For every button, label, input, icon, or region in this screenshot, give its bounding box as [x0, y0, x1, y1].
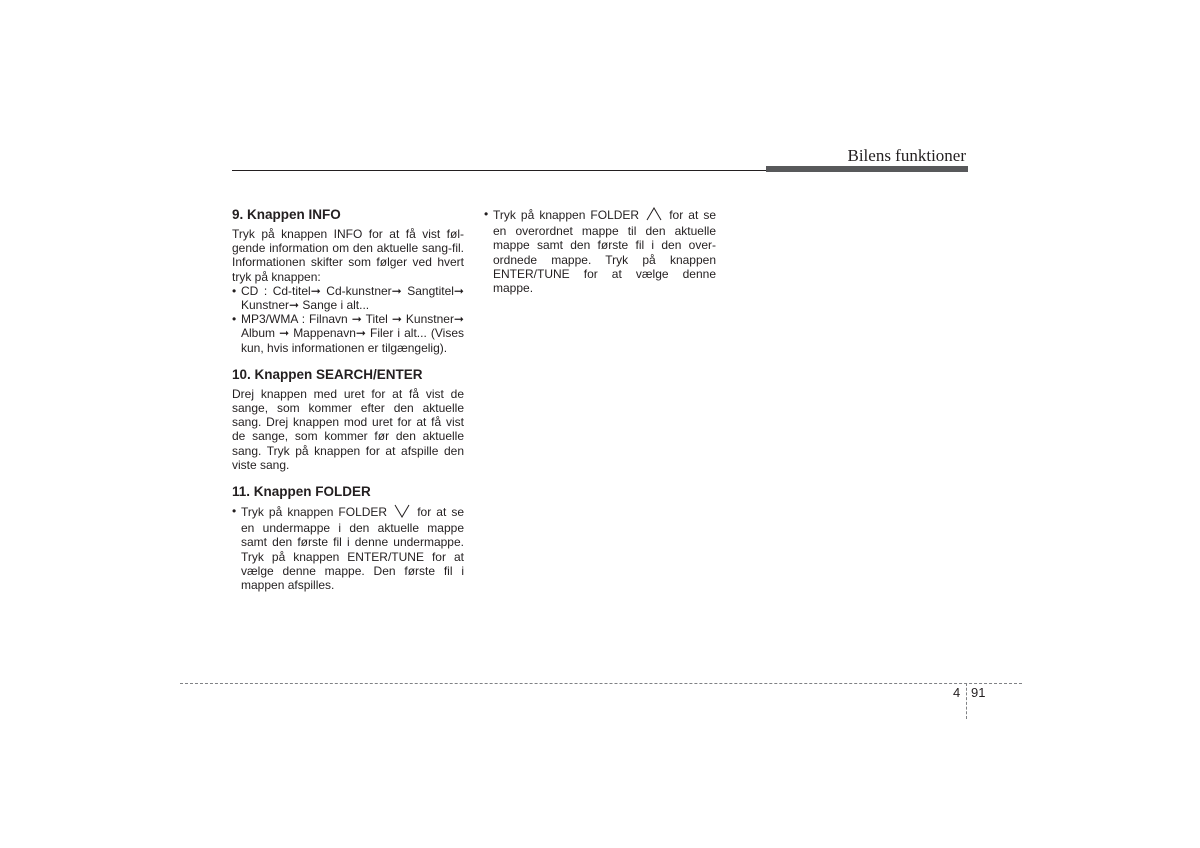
section-11-bullet-post: for at se en undermappe i den aktuelle mappe samt den første fil i denne undermappe. Tryk på knappen ENTER/TUNE for at vælge denne mappe. Den første fil i mappen afspilles. [241, 505, 465, 593]
page-number: 91 [971, 685, 986, 700]
section-9-bullet-cd: • CD : Cd-titel➞ Cd-kunstner➞ Sangtitel➞ Kunstner➞ Sange i alt... [232, 283, 464, 313]
section-9-bullet-mp3: • MP3/WMA : Filnavn ➞ Titel ➞ Kunstner➞ Album ➞ Mappenavn➞ Filer i alt... (Vises kun, hvis informationen er tilgængelig). [232, 312, 464, 355]
folder-up-bullet-pre: Tryk på knappen FOLDER [493, 208, 640, 222]
header-bar [766, 166, 968, 172]
chevron-up-icon [646, 207, 662, 224]
bullet-cd-text: CD : Cd-titel➞ Cd-kunstner➞ Sangtitel➞ Kunstner➞ Sange i alt... [241, 283, 464, 313]
section-11-bullet: • Tryk på knappen FOLDER for at se en undermappe i den aktuelle mappe samt den første fil i denne undermappe. Tryk på knappen ENTER/TUNE for at vælge denne mappe. Den første fil i mappen afspilles. [232, 504, 465, 593]
left-column [232, 207, 464, 592]
section-10-heading: 10. Knappen SEARCH/ENTER [232, 366, 423, 382]
bullet-mp3-text: MP3/WMA : Filnavn ➞ Titel ➞ Kunstner➞ Album ➞ Mappenavn➞ Filer i alt... (Vises kun, hvis informationen er tilgængelig). [241, 312, 464, 355]
section-11-heading: 11. Knappen FOLDER [232, 484, 371, 500]
section-10-body: Drej knappen med uret for at få vist de sange, som kommer efter den aktuelle sang. Drej knappen mod uret for at få vist de sange, som kommer før den aktuelle sang. Tryk på knappen for at afspille den viste sang. [232, 386, 464, 472]
section-11-bullet-pre: Tryk på knappen FOLDER [241, 505, 388, 520]
folder-up-bullet-post: for at se en overordnet mappe til den aktuelle mappe samt den første fil i den over-ordnede mappe. Tryk på knappen ENTER/TUNE for at vælge denne mappe. [493, 208, 717, 296]
footer-divider [966, 683, 967, 719]
folder-up-bullet: • Tryk på knappen FOLDER for at se en overordnet mappe til den aktuelle mappe samt den første fil i den over-ordnede mappe. Tryk på knappen ENTER/TUNE for at vælge denne mappe. [484, 207, 717, 296]
page-header-title: Bilens funktioner [847, 146, 966, 165]
chapter-number: 4 [953, 685, 961, 700]
right-column [484, 207, 716, 295]
header-rule [232, 170, 766, 171]
chevron-down-icon [394, 504, 410, 521]
section-9-intro: Tryk på knappen INFO for at få vist føl-gende information om den aktuelle sang-fil. Informationen skifter som følger ved hvert tryk på knappen: [232, 227, 464, 284]
footer-rule [180, 683, 1022, 684]
section-9-heading: 9. Knappen INFO [232, 207, 341, 222]
